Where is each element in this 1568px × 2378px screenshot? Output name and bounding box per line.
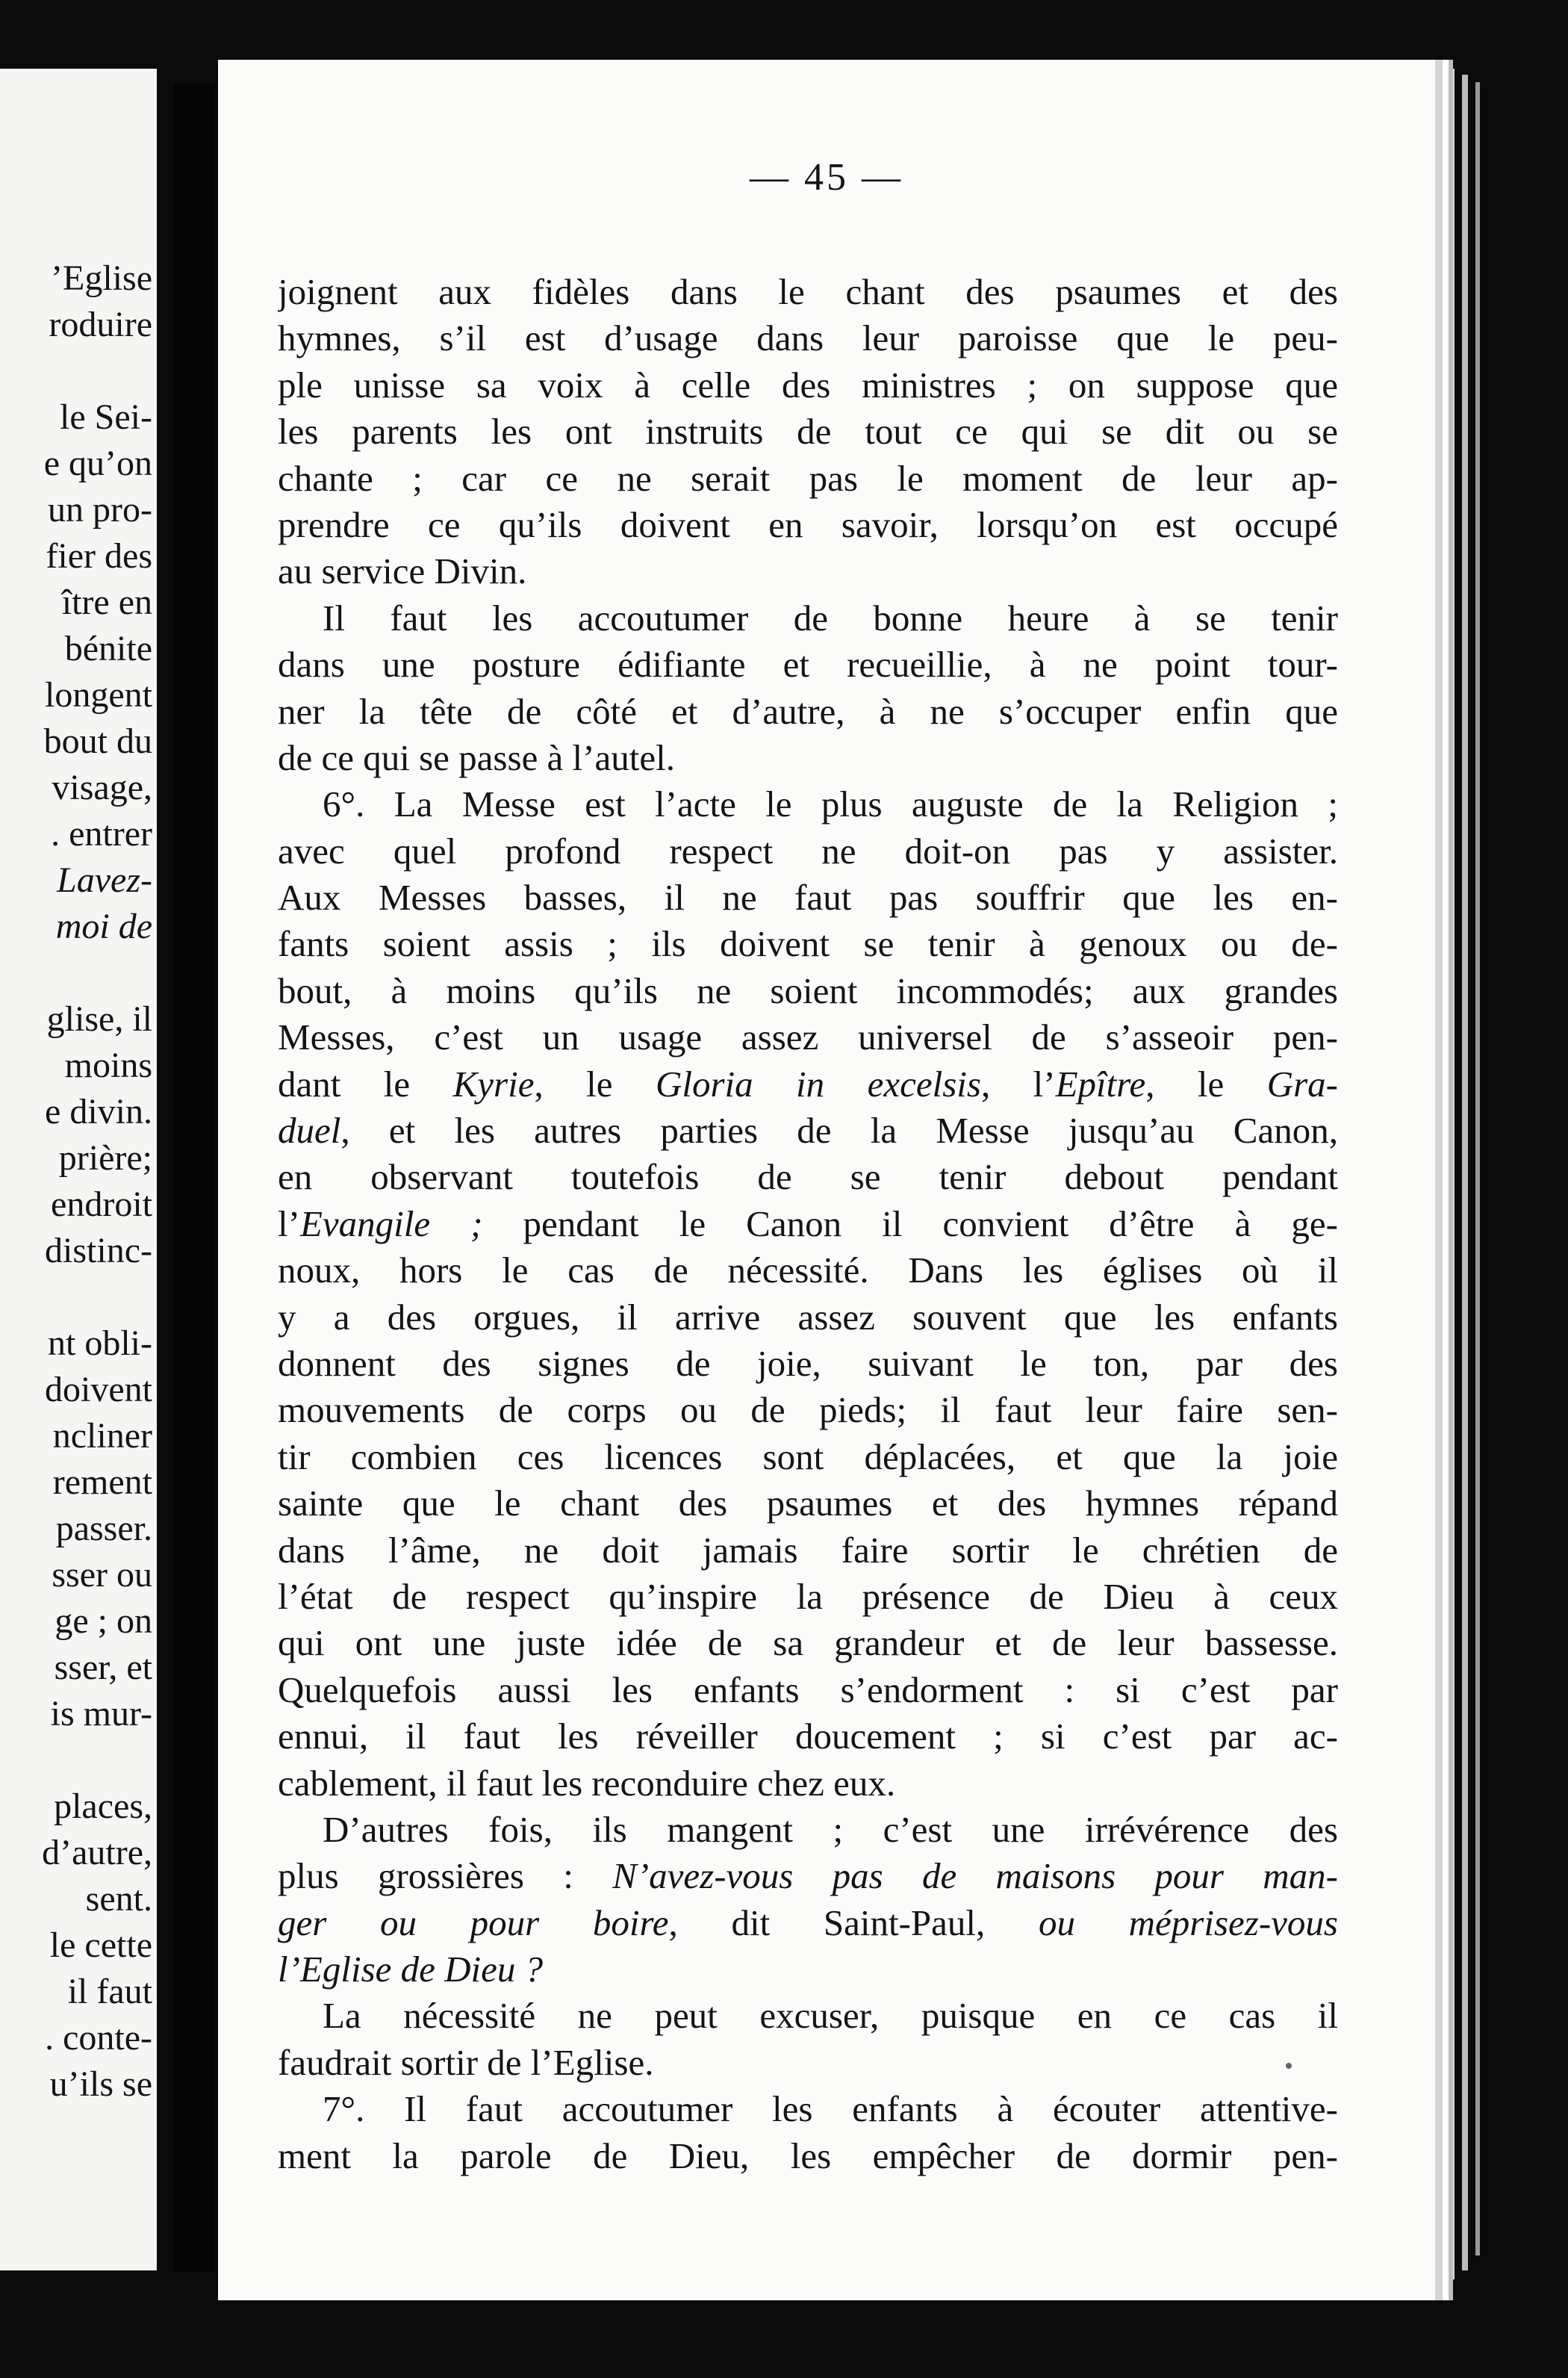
text-line: en observant toutefois de se tenir debout pendant [278,1156,1338,1198]
left-page-line: le Sei- [60,397,152,437]
text-line: sainte que le chant des psaumes et des hymnes répand [278,1483,1338,1524]
text-line: dans une posture édifiante et recueillie, à ne point tour- [278,644,1338,686]
text-line: 7°. Il faut accoutumer les enfants à écouter attentive- [323,2088,1338,2130]
text-line: La nécessité ne peut excuser, puisque en ce cas il [323,1995,1338,2037]
text-line: Aux Messes basses, il ne faut pas souffrir que les en- [278,877,1338,919]
left-page-line: e divin. [45,1092,152,1131]
left-page-line: Lavez- [57,860,152,900]
left-page-line: prière; [58,1138,152,1178]
left-page-line: . conte- [45,2018,152,2058]
text-line: qui ont une juste idée de sa grandeur et de leur bassesse. [278,1622,1338,1664]
left-page-line: e qu’on [43,444,152,483]
text-line: hymnes, s’il est d’usage dans leur paroisse que le peu- [278,317,1338,359]
text-line: les parents les ont instruits de tout ce qui se dit ou se [278,411,1338,453]
text-line: cablement, il faut les reconduire chez eux. [278,1762,896,1804]
left-page-line: passer. [55,1509,152,1548]
text-line: ennui, il faut les réveiller doucement ; si c’est par ac- [278,1716,1338,1757]
text-line: dant le Kyrie, le Gloria in excelsis, l’Epître, le Gra- [278,1063,1338,1105]
text-line: y a des orgues, il arrive assez souvent que les enfants [278,1296,1338,1338]
text-line: ple unisse sa voix à celle des ministres ; on suppose que [278,364,1338,406]
left-page-line: places, [54,1786,152,1826]
left-page-line: fier des [46,536,152,576]
text-line: 6°. La Messe est l’acte le plus auguste de la Religion ; [323,783,1338,825]
left-page-line: u’ils se [49,2064,152,2104]
book-spine [173,84,215,2272]
text-line: au service Divin. [278,550,527,592]
left-page-line: . entrer [51,814,152,854]
left-page-line: le cette [49,1925,152,1965]
text-line: tir combien ces licences sont déplacées, et que la joie [278,1435,1338,1477]
text-line: prendre ce qu’ils doivent en savoir, lorsqu’on est occupé [278,503,1338,545]
left-page-line: ître en [61,583,152,622]
text-line: l’état de respect qu’inspire la présence de Dieu à ceux [278,1575,1338,1617]
text-line: Messes, c’est un usage assez universel de s’asseoir pen- [278,1016,1338,1058]
page-number: — 45 — [750,156,903,199]
text-line: avec quel profond respect ne doit-on pas y assister. [278,830,1338,872]
left-facing-page [0,69,157,2270]
left-page-line: ’Eglise [51,258,152,298]
page-stack-edge [1462,75,1468,2270]
left-page-line: roduire [49,305,152,344]
left-page-line: doivent [45,1370,152,1409]
left-page-line: sent. [85,1879,152,1919]
left-page-line: d’autre, [42,1833,152,1872]
left-page-line: bénite [64,629,152,668]
left-page-line: glise, il [46,999,152,1039]
left-page-line: sser, et [54,1648,152,1687]
ink-speck [1286,2063,1292,2069]
text-line: l’Eglise de Dieu ? [278,1949,544,1990]
text-line: chante ; car ce ne serait pas le moment de leur ap- [278,457,1338,499]
left-page-line: nt obli- [48,1323,152,1363]
page-stack-edge [1447,69,1455,2279]
left-page-line: distinc- [45,1231,152,1270]
left-page-line: endroit [51,1185,152,1224]
text-line: dans l’âme, ne doit jamais faire sortir le chrétien de [278,1529,1338,1571]
text-line: plus grossières : N’avez-vous pas de maisons pour man- [278,1855,1338,1897]
page-body-text [278,269,1338,2179]
text-line: l’Evangile ; pendant le Canon il convient d’être à ge- [278,1202,1338,1244]
left-page-line: bout du [43,721,152,761]
left-page-line: is mur- [50,1694,152,1733]
text-line: ger ou pour boire, dit Saint-Paul, ou méprisez-vous [278,1902,1338,1943]
text-line: bout, à moins qu’ils ne soient incommodés; aux grandes [278,969,1338,1011]
text-line: Quelquefois aussi les enfants s’endorment : si c’est par [278,1668,1338,1710]
left-page-line: un pro- [48,490,152,530]
text-line: Il faut les accoutumer de bonne heure à se tenir [323,597,1338,639]
left-page-line: ncliner [52,1416,152,1456]
left-page-line: sser ou [52,1555,152,1595]
text-line: de ce qui se passe à l’autel. [278,736,675,778]
page-stack-edge [1475,82,1480,2256]
text-line: noux, hors le cas de nécessité. Dans les églises où il [278,1249,1338,1291]
text-line: donnent des signes de joie, suivant le ton, par des [278,1342,1338,1384]
text-line: ment la parole de Dieu, les empêcher de dormir pen- [278,2135,1338,2176]
left-page-line: moi de [55,907,152,946]
text-line: fants soient assis ; ils doivent se tenir à genoux ou de- [278,923,1338,965]
left-page-line: rement [52,1462,152,1502]
left-page-line: visage, [52,768,152,807]
text-line: D’autres fois, ils mangent ; c’est une irrévérence des [323,1808,1338,1850]
text-line: duel, et les autres parties de la Messe jusqu’au Canon, [278,1110,1338,1152]
left-page-line: il faut [67,1972,152,2011]
text-line: joignent aux fidèles dans le chant des psaumes et des [278,271,1338,312]
left-page-line: longent [45,675,152,715]
text-line: ner la tête de côté et d’autre, à ne s’occuper enfin que [278,690,1338,732]
left-page-line: moins [64,1046,152,1085]
text-line: faudrait sortir de l’Eglise. [278,2041,654,2083]
book-page [218,60,1443,2300]
text-line: mouvements de corps ou de pieds; il faut leur faire sen- [278,1389,1338,1431]
left-page-line: ge ; on [55,1601,152,1641]
